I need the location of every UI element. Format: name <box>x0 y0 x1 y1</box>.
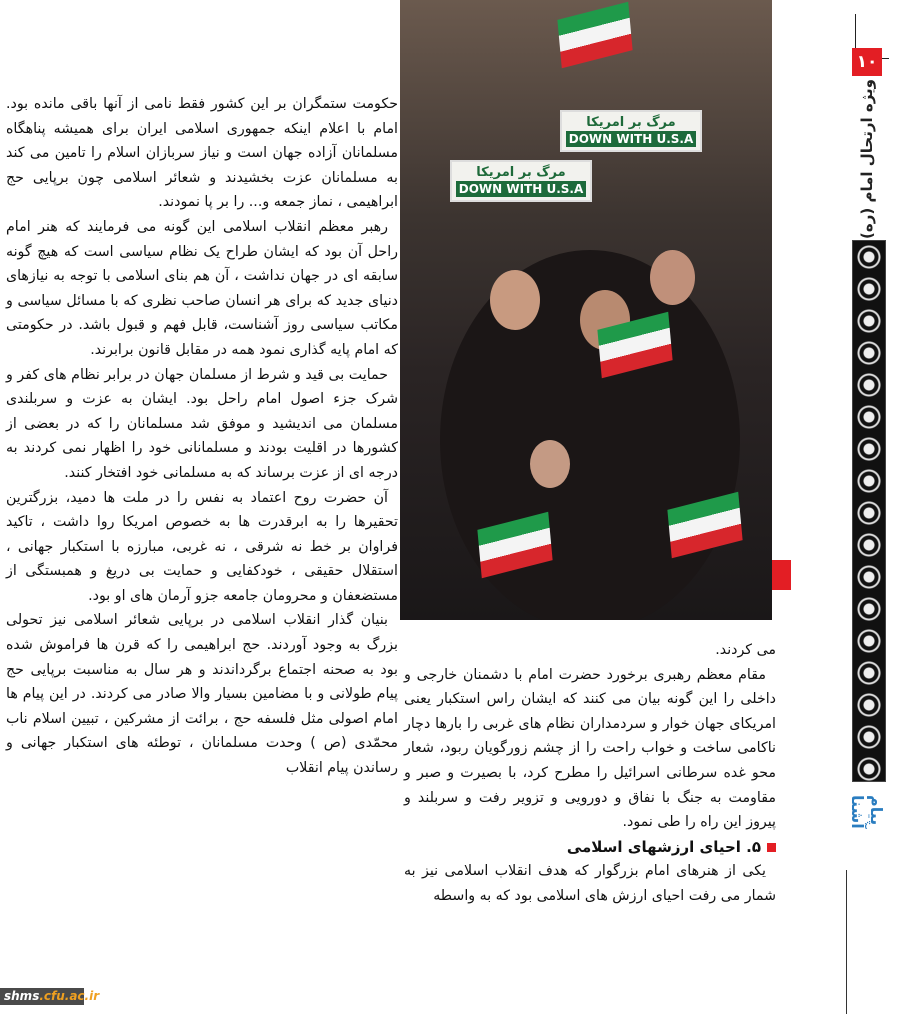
placard: مرگ بر امریکا DOWN WITH U.S.A <box>560 110 702 152</box>
paragraph: حکومت ستمگران بر این کشور فقط نامی از آنها باقی مانده بود. امام با اعلام اینکه جمهوری اسلامی ایران برای همیشه پناهگاه مسلمانان آزاده جهان است و نیاز سربازان اسلام را تامین می کند به مسلمانان عزت بخشیدند و شعائر اسلامی چون برپایی حج ابراهیمی ، نماز جمعه و... را بر پا نمودند. <box>6 96 398 211</box>
section-title: ویژه ارتحال امام (ره) <box>858 79 876 239</box>
article-left-column <box>6 92 398 781</box>
rally-photo <box>400 0 772 620</box>
paragraph: بنیان گذار انقلاب اسلامی در برپایی شعائر اسلامی نیز تحولی بزرگ به وجود آوردند. حج ابراهیمی را که قرن ها فراموش شده بود به صحنه اجتماع برگرداندند و هر سال به مناسبت برپایی حج پیام طولانی و با مضامین بسیار والا صادر می کردند. در این پیام ها امام اصولی مثل فلسفه حج ، برائت از مشرکین ، تبیین اسلام ناب محمّدی (ص ) وحدت مسلمانان ، توطئه های استکبار جهانی و رساندن پیام انقلاب <box>6 612 398 777</box>
page-number: ۱۰ <box>852 48 882 76</box>
divider <box>846 870 847 1014</box>
article-right-column <box>404 638 776 909</box>
paragraph: می کردند. <box>715 642 776 658</box>
ornamental-border <box>852 240 886 782</box>
paragraph: حمایت بی قید و شرط از مسلمان جهان در برابر نظام های کفر و شرک جزء اصول امام راحل بود. ایشان به عزت و سربلندی مسلمان می اندیشید و موفق شد مسلمانان را که در بعضی از کشورها در اقلیت بودند و مسلمانانی خود را اظهار نمی کردند به درجه ای از عزت برساند که به مسلمانی خود افتخار کنند. <box>6 366 398 481</box>
magazine-logo: پیام آشنا <box>848 795 886 829</box>
section-heading: ۵. احیای ارزشهای اسلامی <box>404 835 776 860</box>
paragraph: یکی از هنرهای امام بزرگوار که هدف انقلاب اسلامی نیز به شمار می رفت احیای ارزش های اسلامی بود که به واسطه <box>404 863 776 904</box>
paragraph: رهبر معظم انقلاب اسلامی این گونه می فرمایند که هنر امام راحل آن بود که ایشان طراح یک نظام سیاسی است که هیچ گونه سابقه ای در جهان نداشت ، آن هم بنای اسلامی با توجه به نیازهای دنیای جدید که برای هر انسان صاحب نظری که با مسائل سیاسی و مکاتب سیاسی روز آشناست، قابل فهم و قبول باشد. در حکومتی که امام پایه گذاری نمود همه در مقابل قانون برابرند. <box>6 218 398 358</box>
placard: مرگ بر امریکا DOWN WITH U.S.A <box>450 160 592 202</box>
bullet-square-icon <box>767 843 776 852</box>
red-accent-square <box>772 560 791 590</box>
paragraph: آن حضرت روح اعتماد به نفس را در ملت ها دمید، بزرگترین تحقیرها را به ابرقدرت ها به خصوص امریکا روا داشت ، تاکید فراوان بر خط نه شرقی ، نه غربی، مبارزه با استکبار جهانی ، استقلال حقیقی ، خودکفایی و حمایت بی دریغ و همبستگی از مستضعفان و محرومان جامعه جزو آرمان های او بود. <box>6 489 398 604</box>
paragraph: مقام معظم رهبری برخورد حضرت امام با دشمنان خارجی و داخلی را این گونه بیان می کنند که ایشان راس استکبار یعنی امریکای جهان خوار و سردمداران نظام های غربی را بارها دچار ناکامی ساخت و خواب راحت را از چشم زورگویان ربود، شعار محو غده سرطانی اسرائیل را مطرح کرد، با بصیرت و صبر و مقاومت به جنگ با نفاق و دورویی و تزویر رفت و سربلند و پیروز این راه را طی نمود. <box>404 666 776 831</box>
website-watermark[interactable]: shms.cfu.ac.ir <box>0 988 84 1005</box>
